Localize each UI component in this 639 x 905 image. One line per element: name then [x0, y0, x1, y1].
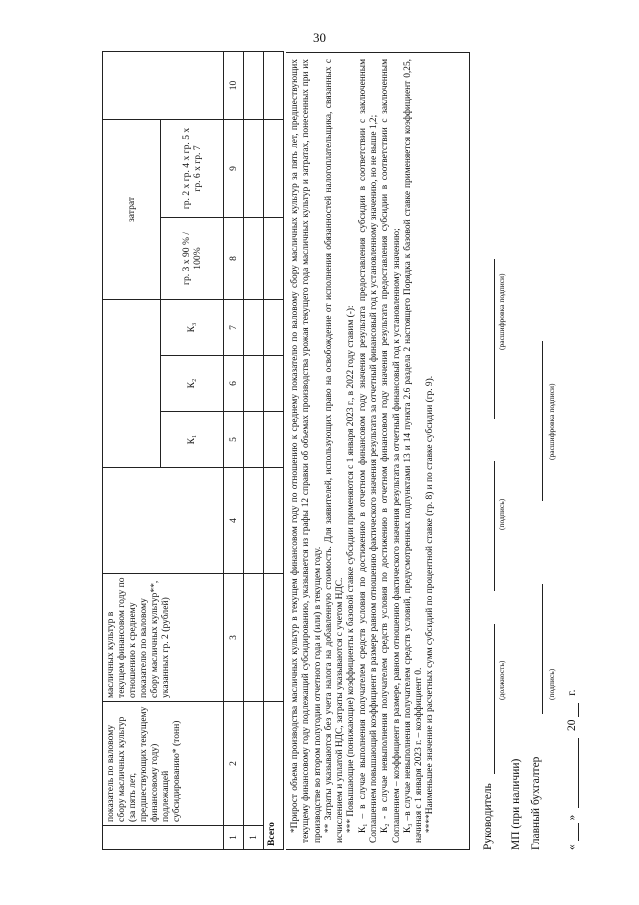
- header-col-1: [103, 826, 224, 850]
- table-row: [243, 51, 263, 849]
- col-number: 7: [223, 299, 243, 355]
- position-caption: (должность): [497, 660, 506, 700]
- header-k2: К₂: [161, 356, 223, 412]
- date-quote-open: «: [566, 844, 578, 850]
- footnote: *Прирост объема производства масличных культур в текущем финансовом году по отношению к среднему показателю по валовому сбору масличных культур за пять лет, предшествующих текущему финансовому году подлежащий субсидированию, указывается из графы 12 справки об объемах производства урожая текущего года масличных культур и затратах, понесенных при их производстве во втором полугодии отчетного года и (или) в текущем году.: [290, 59, 323, 843]
- signature-block: [478, 52, 598, 850]
- decoding-caption: (расшифровка подписи): [497, 273, 506, 350]
- date-year-prefix: 20: [566, 719, 578, 731]
- subsidy-calculation-table: [102, 51, 284, 850]
- col-number: 2: [223, 702, 243, 826]
- accountant-signature-line: [530, 584, 543, 714]
- footnote: К₃ –в случае невыполнения получателем средств условий, предусмотренных подпунктами 13 и 14 пункта 2.6 раздела 2 настоящего Порядка к базовой ставке применяется коэффициент 0,25, начиная с 1 января 2023 г. – коэффициент 0.: [402, 59, 425, 843]
- total-row: [263, 51, 283, 849]
- landscape-content: [102, 52, 598, 850]
- col-number: 6: [223, 356, 243, 412]
- header-col-9: гр. 2 x гр. 4 x гр. 5 x гр. 6 x гр. 7: [161, 119, 223, 217]
- col-number: 5: [223, 412, 243, 468]
- column-number-row: [223, 51, 243, 849]
- head-label: Руководитель: [482, 783, 494, 850]
- position-line: [482, 624, 495, 774]
- total-label: Всего: [263, 702, 283, 850]
- accountant-decoding-caption: (расшифровка подписи): [547, 383, 556, 460]
- header-col-10: [103, 51, 224, 119]
- mp-label: МП (при наличии): [510, 758, 522, 850]
- header-col-2: показатель по валовому сбору масличных культур (за пять лет, предшествующих текущему финансовому году) подлежащей субсидированию* (тонн): [103, 702, 224, 826]
- head-signature-row: [482, 259, 495, 850]
- footnote: К₁ – в случае выполнения получателем средств условия по достижению в отчетном финансовом году значения результата предоставления субсидии в соответствии с заключенным Соглашением повышающий коэффициент в размере равном отношению фактического значения результата за отчетный финансовый год к установленному значению, но не выше 1,2;: [357, 59, 379, 843]
- date-month-line: [566, 738, 579, 808]
- page-number: 30: [313, 30, 326, 45]
- date-row: [566, 689, 579, 850]
- accountant-signature-caption: (подпись): [547, 668, 556, 700]
- date-year-suffix: г.: [566, 689, 578, 696]
- header-zatrat: затрат: [103, 119, 161, 299]
- decoding-line: [482, 259, 495, 419]
- col-number: 4: [223, 468, 243, 574]
- header-k3: К₃: [161, 299, 223, 355]
- header-coefficients: [103, 299, 161, 467]
- header-col-3: масличных культур в текущем финансовом году по отношению к среднему показателю по валовому сбору масличных культур**, указанных гр. 2 (рублей): [103, 574, 224, 702]
- accountant-decoding-line: [530, 341, 543, 501]
- signature-caption: (подпись): [497, 498, 506, 530]
- header-k1: К₁: [161, 412, 223, 468]
- signature-line: [482, 461, 495, 591]
- col-number: 1: [223, 826, 243, 850]
- footnote: *** Повышающие (понижающие) коэффициенты к базовой ставке субсидии применяются с 1 января 2023 г., в 2022 году ставим (-):: [346, 305, 357, 833]
- col-number: 3: [223, 574, 243, 702]
- header-col-8: гр. 3 x 90 % / 100%: [161, 217, 223, 299]
- accountant-label: Главный бухгалтер: [530, 756, 542, 850]
- col-number: 8: [223, 217, 243, 299]
- footnote: ****Наименьшее значение из расчетных сумм субсидий по процентной ставке (гр. 8) и по ставке субсидии (гр. 9).: [425, 375, 436, 833]
- date-quote-close: »: [566, 814, 578, 821]
- accountant-signature-row: [530, 341, 543, 850]
- date-year-line: [566, 703, 579, 717]
- footnote: ** Затраты указываются без учета налога на добавленную стоимость. Для заявителей, использующих право на освобождение от исполнения обязанностей налогоплательщика, связанных с исчислением и уплатой НДС, затраты указываются с учетом НДС.: [323, 59, 346, 843]
- header-col-4: [103, 468, 224, 574]
- row-number: 1: [243, 826, 263, 850]
- col-number: 9: [223, 119, 243, 217]
- footnote: К₂ - в случае невыполнения получателем средств условия по достижению в отчетном финансовом году значения результата предоставления субсидии в соответствии с заключенным Соглашением – коэффициент в размере, равном отношению фактического значения результата за отчетный финансовый год к установленному значению;: [380, 59, 402, 843]
- footnotes: [286, 52, 470, 850]
- date-day-line: [566, 823, 579, 841]
- col-number: 10: [223, 51, 243, 119]
